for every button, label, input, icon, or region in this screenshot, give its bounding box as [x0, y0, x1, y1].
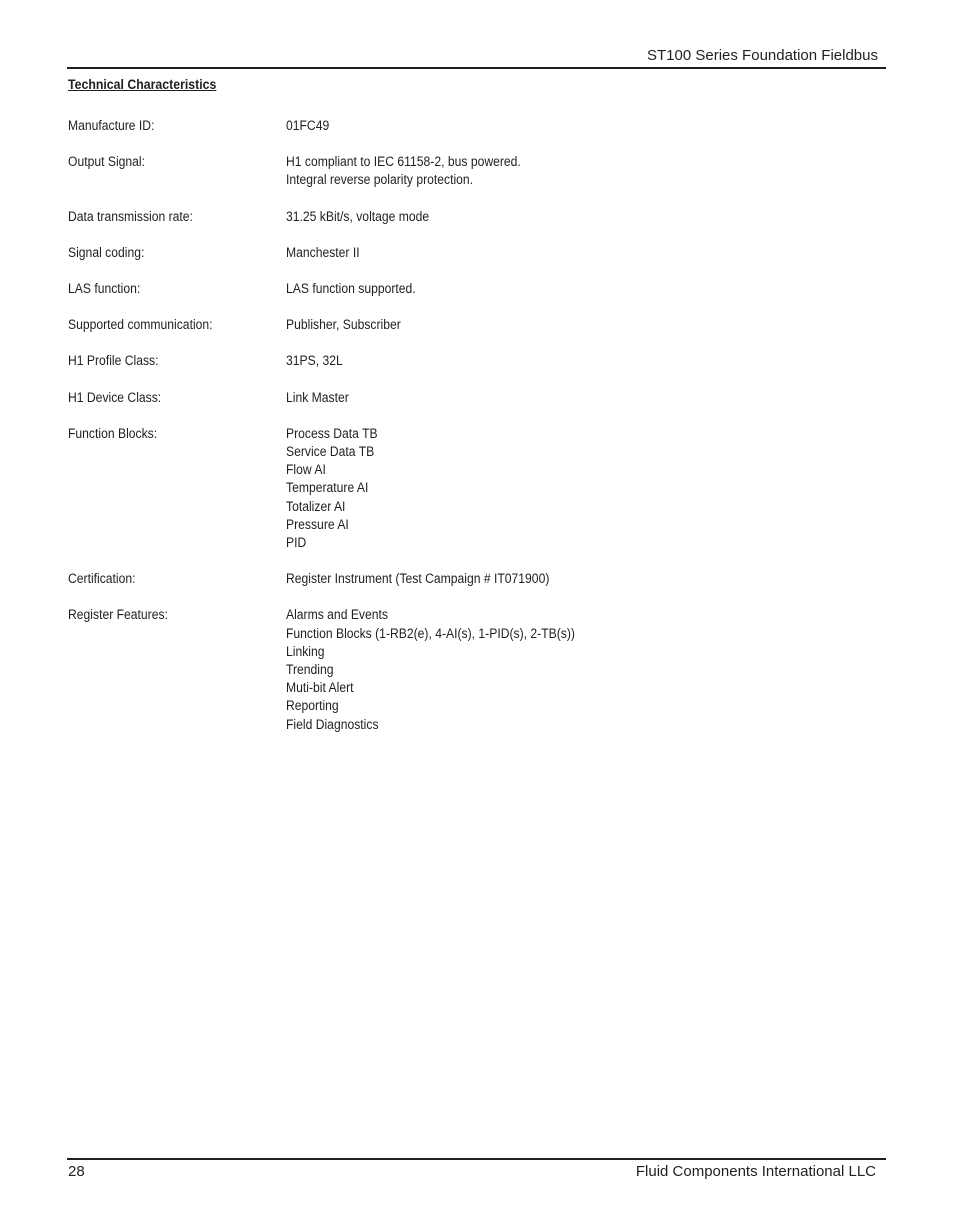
running-header-title: ST100 Series Foundation Fieldbus	[647, 47, 878, 64]
spec-row	[68, 606, 828, 733]
spec-label	[68, 244, 264, 262]
spec-label	[68, 316, 264, 334]
spec-table	[68, 117, 828, 752]
spec-label	[68, 425, 264, 552]
spec-row	[68, 208, 828, 226]
spec-value-line: Trending	[286, 662, 334, 678]
spec-value-line: Function Blocks (1-RB2(e), 4-AI(s), 1-PID(s), 2-TB(s))	[286, 625, 575, 641]
spec-value-line: Field Diagnostics	[286, 716, 379, 732]
spec-label	[68, 117, 264, 135]
spec-label-text: Data transmission rate:	[68, 208, 193, 224]
spec-label	[68, 280, 264, 298]
section-heading: Technical Characteristics	[68, 76, 217, 92]
spec-row	[68, 570, 828, 588]
spec-value	[286, 606, 828, 733]
spec-value	[286, 244, 828, 262]
spec-value	[286, 208, 828, 226]
spec-value-line: Flow AI	[286, 462, 326, 478]
spec-label-text: Register Features:	[68, 607, 168, 623]
spec-value-line: Alarms and Events	[286, 607, 388, 623]
spec-value-line: PID	[286, 535, 307, 551]
spec-label-text: H1 Device Class:	[68, 389, 162, 405]
spec-label	[68, 606, 264, 733]
spec-label	[68, 352, 264, 370]
spec-value-line: 01FC49	[286, 118, 330, 133]
spec-value	[286, 280, 828, 298]
spec-row	[68, 153, 828, 189]
header-rule	[67, 67, 886, 69]
spec-label-text: Supported communication:	[68, 317, 213, 333]
spec-label	[68, 208, 264, 226]
spec-label	[68, 389, 264, 407]
spec-row	[68, 316, 828, 334]
spec-value	[286, 570, 828, 588]
spec-value-line: Muti-bit Alert	[286, 680, 354, 696]
spec-row	[68, 280, 828, 298]
spec-row	[68, 244, 828, 262]
spec-value-line: Publisher, Subscriber	[286, 317, 401, 333]
spec-row	[68, 352, 828, 370]
spec-row	[68, 117, 828, 135]
spec-value-line: Totalizer AI	[286, 498, 346, 514]
footer-company: Fluid Components International LLC	[635, 1163, 876, 1180]
spec-value-line: Pressure AI	[286, 516, 349, 532]
page-number: 28	[68, 1163, 85, 1180]
spec-value	[286, 117, 828, 135]
footer-rule	[67, 1158, 886, 1160]
spec-label-text: LAS function:	[68, 281, 141, 297]
spec-value-line: Link Master	[286, 389, 349, 405]
spec-value-line: Manchester II	[286, 244, 360, 260]
spec-value	[286, 153, 828, 189]
spec-row	[68, 389, 828, 407]
spec-label-text: Function Blocks:	[68, 425, 158, 441]
spec-value-line: LAS function supported.	[286, 281, 416, 297]
spec-value	[286, 389, 828, 407]
spec-label-text: Manufacture ID:	[68, 118, 155, 133]
spec-label-text: Output Signal:	[68, 154, 146, 170]
spec-value-line: Integral reverse polarity protection.	[286, 172, 474, 188]
spec-label	[68, 153, 264, 189]
spec-value-line: Linking	[286, 643, 325, 659]
spec-value-line: Reporting	[286, 698, 339, 714]
spec-label-text: H1 Profile Class:	[68, 353, 159, 369]
spec-value	[286, 425, 828, 552]
spec-row	[68, 425, 828, 552]
spec-value-line: H1 compliant to IEC 61158-2, bus powered.	[286, 154, 521, 170]
spec-value-line: 31.25 kBit/s, voltage mode	[286, 208, 430, 224]
spec-value-line: Service Data TB	[286, 444, 375, 460]
spec-value	[286, 352, 828, 370]
spec-value-line: 31PS, 32L	[286, 353, 343, 369]
spec-label-text: Certification:	[68, 571, 136, 587]
spec-label	[68, 570, 264, 588]
spec-label-text: Signal coding:	[68, 244, 145, 260]
spec-value-line: Temperature AI	[286, 480, 369, 496]
spec-value	[286, 316, 828, 334]
spec-value-line: Register Instrument (Test Campaign # IT071900)	[286, 571, 550, 587]
spec-value-line: Process Data TB	[286, 425, 378, 441]
